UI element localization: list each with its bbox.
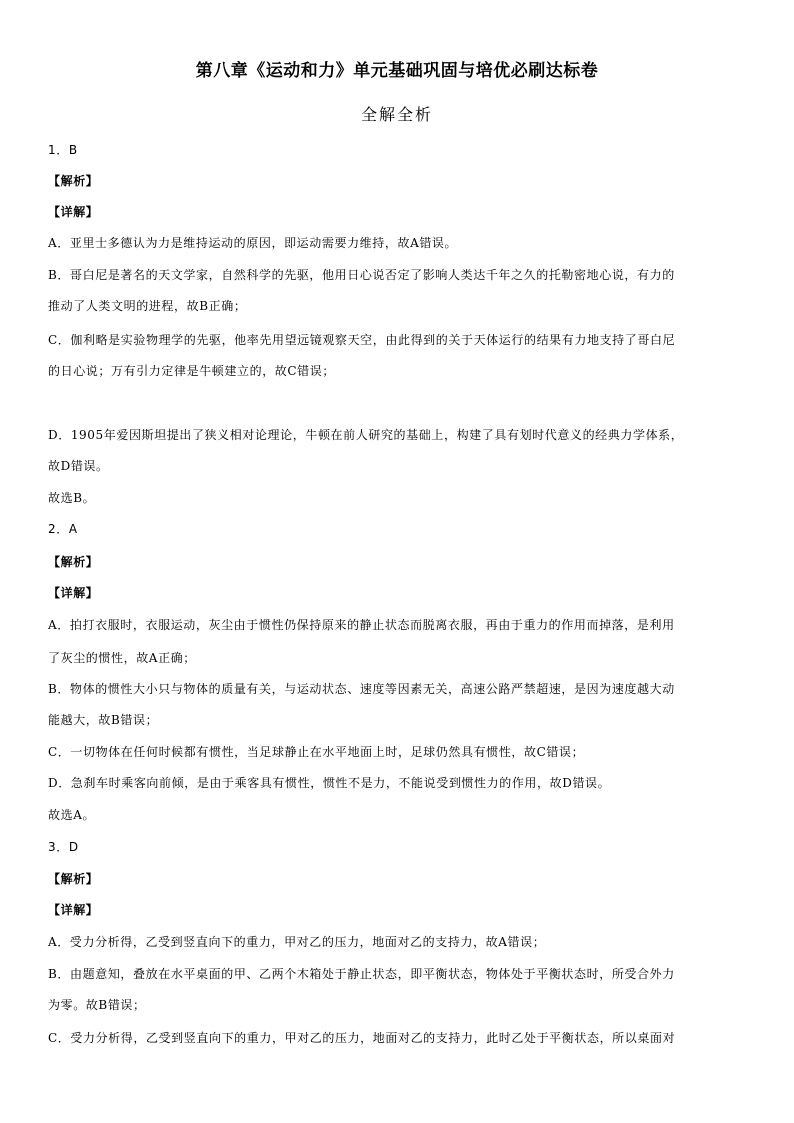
paragraph-line: B．物体的惯性大小只与物体的质量有关，与运动状态、速度等因素无关，高速公路严禁超速，是因为速度越大动 bbox=[48, 682, 675, 696]
section-tag: 【详解】 bbox=[48, 586, 99, 600]
paragraph-line: C．伽利略是实验物理学的先驱，他率先用望远镜观察天空，由此得到的关于天体运行的结果有力地支持了哥白尼 bbox=[48, 333, 676, 347]
answer-line: 故选B。 bbox=[48, 491, 96, 505]
paragraph-line: D．1905年爱因斯坦提出了狭义相对论理论，牛顿在前人研究的基础上，构建了具有划时代意义的经典力学体系， bbox=[48, 428, 684, 442]
paragraph-line: 为零。故B错误； bbox=[48, 998, 146, 1012]
paragraph-line: D．急刹车时乘客向前倾，是由于乘客具有惯性，惯性不是力，不能说受到惯性力的作用，故D错误。 bbox=[48, 776, 611, 790]
question-number: 1．B bbox=[48, 143, 78, 157]
document-subtitle: 全解全析 bbox=[360, 105, 433, 124]
paragraph-line: 能越大，故B错误； bbox=[48, 713, 159, 727]
section-tag: 【解析】 bbox=[48, 872, 99, 886]
paragraph-line: B．由题意知，叠放在水平桌面的甲、乙两个木箱处于静止状态，即平衡状态，物体处于平衡状态时，所受合外力 bbox=[48, 967, 675, 981]
paragraph-line: 的日心说；万有引力定律是牛顿建立的，故C错误； bbox=[48, 364, 335, 378]
paragraph-line: 推动了人类文明的进程，故B正确； bbox=[48, 299, 247, 313]
document-title: 第八章《运动和力》单元基础巩固与培优必刷达标卷 bbox=[195, 61, 599, 81]
section-tag: 【详解】 bbox=[48, 205, 99, 219]
question-number: 3．D bbox=[48, 840, 79, 854]
paragraph-line: C．受力分析得，乙受到竖直向下的重力，甲对乙的压力，地面对乙的支持力，此时乙处于平衡状态，所以桌面对 bbox=[48, 1031, 676, 1045]
answer-line: 故选A。 bbox=[48, 808, 96, 822]
section-tag: 【解析】 bbox=[48, 174, 99, 188]
paragraph-line: A．受力分析得，乙受到竖直向下的重力，甲对乙的压力，地面对乙的支持力，故A错误； bbox=[48, 935, 546, 949]
paragraph-line: 了灰尘的惯性，故A正确； bbox=[48, 651, 196, 665]
paragraph-line: 故D错误。 bbox=[48, 459, 109, 473]
question-number: 2．A bbox=[48, 522, 78, 536]
paragraph-line: A．亚里士多德认为力是维持运动的原因，即运动需要力维持，故A错误。 bbox=[48, 236, 458, 250]
paragraph-line: C．一切物体在任何时候都有惯性，当足球静止在水平地面上时，足球仍然具有惯性，故C错误； bbox=[48, 745, 585, 759]
section-tag: 【详解】 bbox=[48, 903, 99, 917]
paragraph-line: A．拍打衣服时，衣服运动，灰尘由于惯性仍保持原来的静止状态而脱离衣服，再由于重力的作用而掉落，是利用 bbox=[48, 618, 675, 632]
section-tag: 【解析】 bbox=[48, 555, 99, 569]
paragraph-line: B．哥白尼是著名的天文学家，自然科学的先驱，他用日心说否定了影响人类达千年之久的托勒密地心说，有力的 bbox=[48, 268, 675, 282]
